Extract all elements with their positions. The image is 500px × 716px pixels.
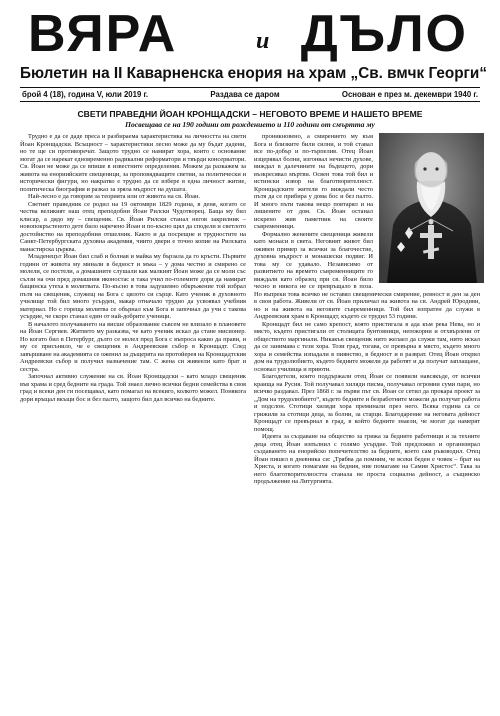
paragraph: В началото получаването на висше образование съвсем не влизало в плановете на Йоан Сергиев. Житието му разказва, че като ученик искал да стане мисионер. Но когато бил в Петербург, дълго се молел пред Бога с въпроса какво да прави, и му се присънило, че е свещеник в Андреевския събор в Кронщадт. След завършване на академията се оженил за дъщерята на протойерея на Кронщадтския Андреевски събор и получил назначение там. С жена си живеели като брат и сестра. — [20, 320, 246, 373]
paragraph: Започнал активно служение на св. Йоан Кронщадски – като младо свещеник във храма и сред бедните на града. Той знаел лично всички бедни семейства в своя град и всеки ден ги посещавал, като помагал на всекиго, колкото можел. Понякога дори връщал вкъщи бос и без палто, защото бил дал всичко на бедните. — [20, 373, 246, 403]
paragraph: Кронщадт бил не само крепост, която пристигала в ада към река Нева, но и място, където пристигали от столицата бунтовници, непокорни и отхвърлени от обществото маргинали. Никакъв свещеник нито желаел да служи там, нито искал да се занимава с тези хора. Този град, тогава, се превърна в място, където много хора и семейства изпадали в пиянство, в бедност и в разврат. Отец Йоан открил дом на трудолюбието, където бедните можели да работят и да получат заплащане, основал училища и приюти. — [254, 320, 480, 373]
paragraph: Младенецът Йоан бил слаб и болнав и майка му бързала да го кръсти. Първите години от живота му минали в бедност и мъка – у дома честно и смирено се молели, се постели, а домашните слушали как малкият Йоан може да се моли със сълзи на очи пред домашния иконостас и така учил по-големите дори да намират бащинска утеха в молитвата. По-късно в това задушевно обкръжение той избрал пътя на свещеник, служещ на Бога с цялото си сърце. Като ученик в духовното училище той бил много усърден, макар отначало трудно да усвоявал учебния материал. Но с гореща молитва се обърнал към Бога и започнал да учи с такова усърдие, че скоро станал един от най-добрите ученици. — [20, 253, 246, 320]
founded-note: Основан е през м. декември 1940 г. — [341, 90, 478, 99]
paragraph: Светият праведник се родил на 19 октомври 1829 година, в деня, когато се чества великият наш отец преподобни Йоан Рилски Чудотворец. Баща му бил клисар, а дядо му – свещеник. Св. Йоан Рилски станал негов закрилник – новопокръстеното дете било наречено Йоан и по-късно щял да сподели и светлото достойнство на преподобния отшелник. Както и да посрещне и трудностите на Санкт-Петербургската духовна академия, чиито двери е точно копие на Рилската манастирска църква. — [20, 200, 246, 253]
masthead-conjunction: и — [256, 28, 270, 54]
distribution-note: Раздава се даром — [210, 90, 280, 99]
article-column-right — [254, 133, 480, 486]
paragraph: Формално женените свещеници живели като монаси в света. Неговият живот бил оживен пример за всички за благочестие, духовна мъдрост и монашески подвиг. И това му се удавало. Независимо от развитието на времето съвременниците го виждали като образец при св. Йоан било чесно и никога не се превръщало в поза. Но въпреки това всичко не оставял свещенически смирение, ревност и ден за ден в своя работа. Живели от св. Йоан приличал на живота на св. Андрей Юродиви, но и на живота на неговите съвременници. Той бил изпратен да служи в Андреевския храм в Кронщадт, където се трудил 53 години. — [254, 230, 480, 320]
paragraph: Благодетели, които поддържали отец Йоан се появили навсякъде, от всички краища на Русия. Той получавал хиляди писма, получавал огромни суми пари, но всичко раздавал. През 1868 г. за първи път св. Йоан се сетил да прокара проект за „Дом на трудолюбието“, където бедните и безработните можели да получат работа и подслон. Стотици хиляди хора преминали през него. Всяка година са се грижили за стотици деца, за болни, за старци. Благодарение на неговата дейност Кронщадт се превърнал в град, в който бедните знаели, че могат да намерят помощ. — [254, 373, 480, 433]
issue-info-row — [22, 90, 478, 99]
bulletin-subtitle: Бюлетин на II Каварненска енория на храм „Св. вмчк Георги“ — [20, 65, 487, 82]
article-subtitle: Посвещава се на 190 години от рождението и 110 години от смъртта му — [125, 120, 375, 129]
paragraph: Трудно е да се даде преса и разбираема характеристика на личността на свети Йоан Кронщадски. Всъщност – характеристики лесно може да му бъдат дадени, но те ще си противоречат. Защото трудно се намират хора, които с основание могат да се нарекат едновременно радикални реформатори и твърди консерватори. Св. Йоан не може да се впише в известните определения. Можем да разкажем за живота на енориийските свещеници, за проповядващите светии, за политически и исторически фигури, но накратко е трудно да се избере в една личност житие, политическа биография и разказ за зряла мъдрост на душата. — [20, 133, 246, 193]
article-title: СВЕТИ ПРАВЕДНИ ЙОАН КРОНЩАДСКИ – НЕГОВОТО ВРЕМЕ И НАШЕТО ВРЕМЕ — [77, 109, 423, 119]
paragraph: Най-лесно е да говорим за теорията или от живота на св. Йоан. — [28, 193, 201, 200]
paragraph: проникновено, а смирението му към Бога и близките били силни, и той ставал все по-добър и по-търпелив. Отец Йоан изцерявал болни, изгонвал нечисти духове, виждал в далечините на бъдещето, дори възкресявал мъртви. Освен това той бил и истински извор на благотворителност. Кронщадските жители го виждали често пътя да се прибира у дома бос и без палто. И много пъти такова нещо повтарял и на лишените от дом. Св. Йоан останал искрено жив паметник на своите съвременници. — [254, 133, 373, 230]
saint-portrait-photo — [379, 133, 484, 283]
issue-number: брой 4 (18), година V, юли 2019 г. — [22, 90, 149, 99]
article-body — [20, 133, 480, 486]
article-column-left — [20, 133, 246, 486]
masthead — [20, 5, 480, 63]
paragraph: Идеята за създаване на общество за грижа за бедните работници и за техните деца отец Йоан изпълнил с голямо усърдие. Той предложил и организирал създаването на енорийско попечителство за бедните, което сам ръководил. Отец Йоан пишел в дневника си: „Трябва да помним, че всеки беден е човек – брат на Христа, и когато помагаме на бедния, ние помагаме на Самия Христос“. Така за него благотворителността станала не проста социална дейност, а същинско продължение на Литургията. — [254, 433, 480, 485]
divider — [20, 87, 480, 88]
masthead-word-deed: ДЪЛО — [300, 5, 468, 63]
masthead-word-faith: ВЯРА — [28, 5, 178, 63]
divider — [20, 101, 480, 102]
